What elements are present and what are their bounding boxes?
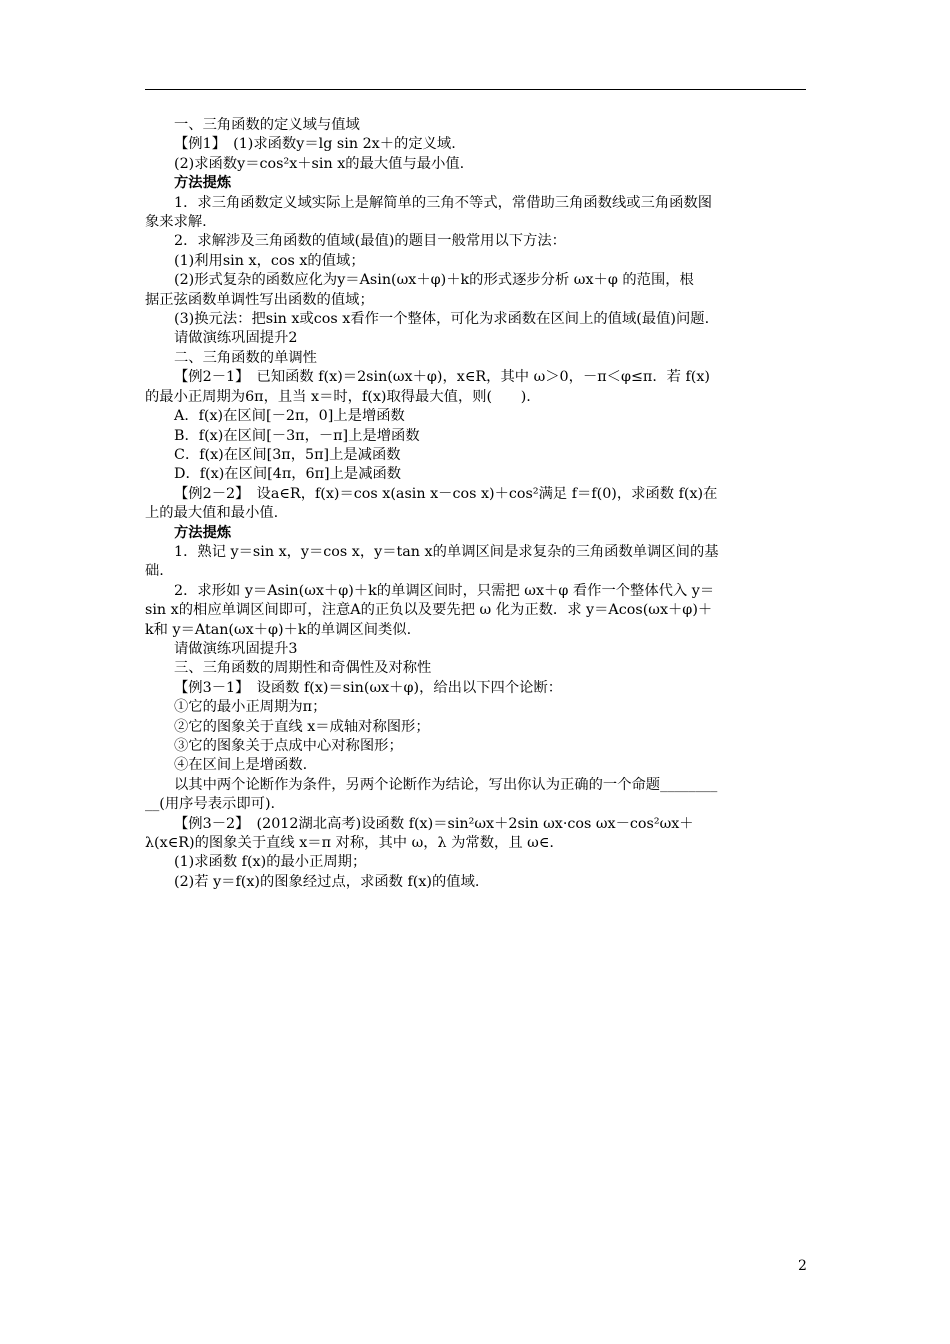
method-heading-2: 方法提炼 [174,524,232,541]
statement-3: ③它的图象关于点成中心对称图形； [174,738,403,754]
statement-2: ②它的图象关于直线 x＝成轴对称图形； [174,718,430,735]
method-heading-1: 方法提炼 [174,175,232,192]
statement-1: ①它的最小正周期为π； [174,699,327,716]
example-3-2: 【例3－2】 (2012湖北高考)设函数 f(x)＝sin²ωx＋2sin ωx·cos ωx－cos²ωx＋ [174,815,694,832]
method-1-sub-2: (2)形式复杂的函数应化为y＝Asin(ωx＋φ)＋k的形式逐步分析 ωx＋φ 的范围，根 [174,272,694,289]
example-2-2-cont: 上的最大值和最小值. [145,505,279,522]
example-2-2: 【例2－2】 设a∈R，f(x)＝cos x(asin x－cos x)＋cos²满足 f＝f(0)，求函数 f(x)在 [174,485,718,502]
example-3-2-part-1: (1)求函数 f(x)的最小正周期； [174,854,367,871]
section-heading-1: 一、三角函数的定义域与值域 [174,117,360,133]
example-3-2-cont: λ(x∈R)的图象关于直线 x＝π 对称，其中 ω，λ 为常数，且 ω∈. [145,835,554,852]
example-3-1-question: 以其中两个论断作为条件，另两个论断作为结论，写出你认为正确的一个命题________ [174,776,718,793]
option-a: A．f(x)在区间[－2π，0]上是增函数 [174,408,405,425]
option-d: D．f(x)在区间[4π，6π]上是减函数 [174,466,402,483]
method-2-item-1-cont: 础. [145,563,164,580]
method-2-item-2: 2．求形如 y＝Asin(ωx＋φ)＋k的单调区间时，只需把 ωx＋φ 看作一个整体代入 y＝ [174,582,715,599]
example-3-1-question-cont: __(用序号表示即可). [145,796,276,813]
method-1-item-1-cont: 象来求解. [145,214,207,231]
page-body [145,116,809,892]
method-1-item-2: 2．求解涉及三角函数的值域(最值)的题目一般常用以下方法： [174,233,566,250]
method-1-sub-1: (1)利用sin x，cos x的值域； [174,252,365,269]
practice-note-3: 请做演练巩固提升3 [174,640,298,657]
section-heading-3: 三、三角函数的周期性和奇偶性及对称性 [174,660,432,677]
example-2-1: 【例2－1】 已知函数 f(x)＝2sin(ωx＋φ)，x∈R，其中 ω＞0，－π＜φ≤π．若 f(x) [174,369,710,386]
method-1-sub-3: (3)换元法：把sin x或cos x看作一个整体，可化为求函数在区间上的值域(最值)问题. [174,311,710,328]
option-b: B．f(x)在区间[－3π，－π]上是增函数 [174,427,420,444]
method-2-item-2-cont-1: sin x的相应单调区间即可，注意A的正负以及要先把 ω 化为正数．求 y＝Acos(ωx＋φ)＋ [145,602,713,619]
method-1-sub-2-cont: 据正弦函数单调性写出函数的值域； [145,291,374,308]
method-2-item-2-cont-2: k和 y＝Atan(ωx＋φ)＋k的单调区间类似. [145,621,412,638]
option-c: C．f(x)在区间[3π，5π]上是减函数 [174,446,401,463]
example-1: 【例1】 (1)求函数y＝lg sin 2x＋的定义域. [174,136,456,153]
page-number: 2 [798,1258,807,1274]
method-1-item-1: 1．求三角函数定义域实际上是解简单的三角不等式，常借助三角函数线或三角函数图 [174,194,713,211]
example-1-part-2: (2)求函数y＝cos²x＋sin x的最大值与最小值. [174,155,465,172]
header-rule [145,89,806,90]
example-2-1-cont: 的最小正周期为6π，且当 x＝时，f(x)取得最大值，则( ). [145,388,531,405]
example-3-1: 【例3－1】 设函数 f(x)＝sin(ωx＋φ)，给出以下四个论断： [174,679,563,696]
statement-4: ④在区间上是增函数. [174,757,308,774]
method-2-item-1: 1．熟记 y＝sin x，y＝cos x，y＝tan x的单调区间是求复杂的三角函数单调区间的基 [174,543,719,560]
practice-note-2: 请做演练巩固提升2 [174,330,298,347]
section-heading-2: 二、三角函数的单调性 [174,349,317,366]
example-3-2-part-2: (2)若 y＝f(x)的图象经过点，求函数 f(x)的值域. [174,873,480,890]
